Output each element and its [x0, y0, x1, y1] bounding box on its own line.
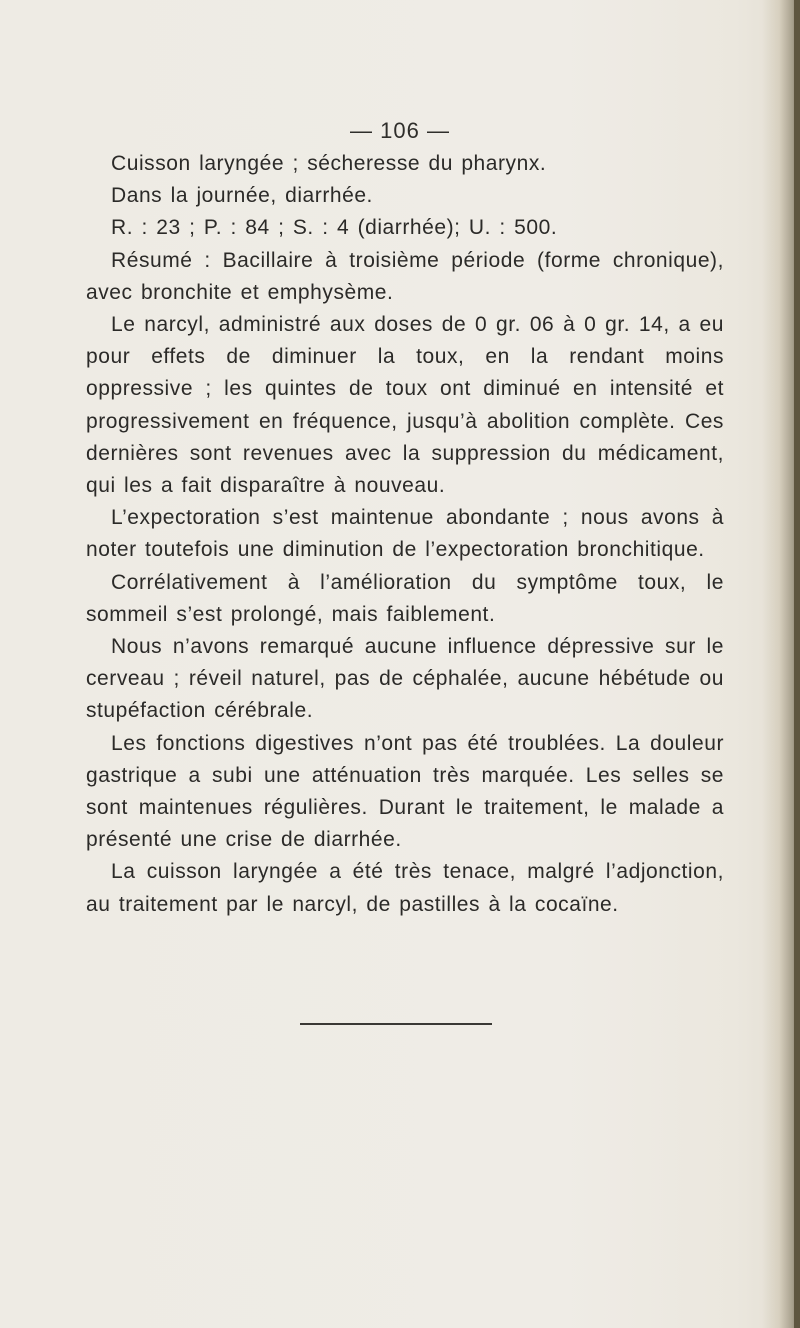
page-number: — 106 — — [350, 118, 450, 143]
paragraph-8: Nous n’avons remarqué aucune influence dépressive sur le cerveau ; réveil naturel, pas de céphalée, aucune hébétude ou stupéfaction cérébrale. — [86, 635, 724, 723]
paragraph-5: Le narcyl, administré aux doses de 0 gr. 06 à 0 gr. 14, a eu pour effets de diminuer la toux, en la rendant moins oppressive ; les quintes de toux ont diminué en intensité et progressivement en fréquence, jusqu’à abolition complète. Ces dernières sont revenues avec la suppression du médicament, qui les a fait disparaître à nouveau. — [86, 313, 724, 498]
paragraph-10: La cuisson laryngée a été très tenace, malgré l’adjonction, au traitement par le narcyl, de pastilles à la cocaïne. — [86, 860, 724, 916]
paragraph-1: Cuisson laryngée ; sécheresse du pharynx. — [111, 152, 547, 175]
paragraph-2: Dans la journée, diarrhée. — [111, 184, 373, 208]
paragraph-7: Corrélativement à l’amélioration du symptôme toux, le sommeil s’est prolongé, mais faiblement. — [86, 570, 724, 626]
paragraph-4: Résumé : Bacillaire à troisième période (forme chronique), avec bronchite et emphysème. — [86, 248, 724, 304]
page-edge — [794, 0, 800, 1328]
paragraph-6: L’expectoration s’est maintenue abondante ; nous avons à noter toutefois une diminution de l’expectoration bronchitique. — [86, 506, 724, 562]
section-end-rule — [300, 1023, 492, 1025]
paragraph-3: R. : 23 ; P. : 84 ; S. : 4 (diarrhée); U. : 500. — [111, 216, 558, 240]
body-text — [86, 148, 724, 921]
paragraph-9: Les fonctions digestives n’ont pas été troublées. La douleur gastrique a subi une atténuation très marquée. Les selles se sont maintenues régulières. Durant le traitement, le malade a présenté une crise de diarrhée. — [86, 731, 724, 852]
